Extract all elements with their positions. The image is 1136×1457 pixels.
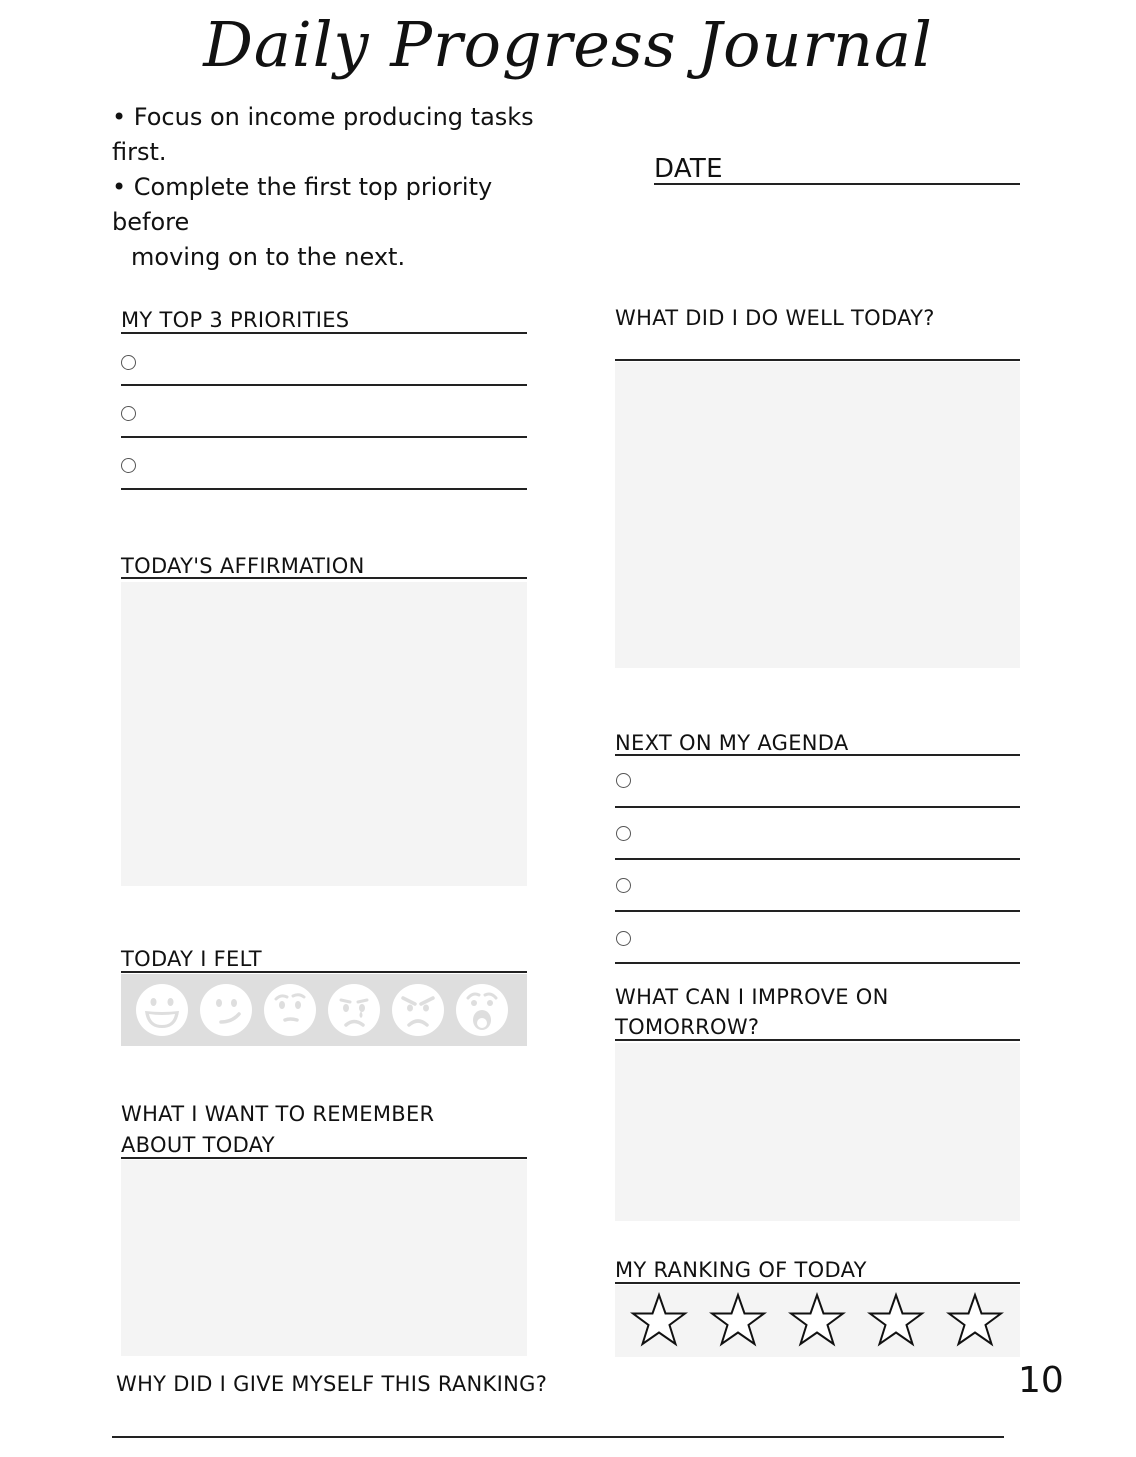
agenda-1-line[interactable]: [615, 806, 1020, 808]
star-4-icon[interactable]: [867, 1292, 925, 1350]
agenda-2-checkbox[interactable]: [616, 826, 631, 841]
date-label: DATE: [654, 154, 723, 184]
tip-priority-first: • Complete the first top priority before: [112, 173, 493, 236]
agenda-4-checkbox[interactable]: [616, 931, 631, 946]
unsure-face-icon[interactable]: [263, 983, 317, 1037]
date-field[interactable]: [654, 183, 1020, 185]
angry-face-icon[interactable]: [391, 983, 445, 1037]
remember-rule: [121, 1157, 527, 1159]
priorities-heading: MY TOP 3 PRIORITIES: [121, 308, 350, 332]
priority-2-checkbox[interactable]: [121, 406, 136, 421]
ranking-bar: [615, 1285, 1020, 1357]
felt-rule: [121, 971, 527, 973]
improve-heading-line2: TOMORROW?: [615, 1015, 760, 1039]
why-ranking-heading: WHY DID I GIVE MYSELF THIS RANKING?: [116, 1372, 548, 1396]
improve-heading-line1: WHAT CAN I IMPROVE ON: [615, 985, 889, 1009]
shocked-face-icon[interactable]: [455, 983, 509, 1037]
affirmation-heading: TODAY'S AFFIRMATION: [121, 554, 365, 578]
priority-1-line[interactable]: [121, 384, 527, 386]
agenda-4-line[interactable]: [615, 962, 1020, 964]
priority-1-checkbox[interactable]: [121, 355, 136, 370]
star-1-icon[interactable]: [630, 1292, 688, 1350]
star-3-icon[interactable]: [788, 1292, 846, 1350]
improve-rule: [615, 1039, 1020, 1041]
star-5-icon[interactable]: [946, 1292, 1004, 1350]
tip-income-first: • Focus on income producing tasks first.: [112, 103, 534, 166]
did-well-rule: [615, 359, 1020, 361]
priority-2-line[interactable]: [121, 436, 527, 438]
sad-face-icon[interactable]: [327, 983, 381, 1037]
journal-title: Daily Progress Journal: [203, 8, 933, 81]
did-well-box[interactable]: [615, 362, 1020, 668]
priorities-heading-rule: [121, 332, 527, 334]
agenda-3-line[interactable]: [615, 910, 1020, 912]
tip-moving-on: moving on to the next.: [131, 243, 406, 271]
page-number: 10: [1018, 1360, 1064, 1401]
did-well-heading: WHAT DID I DO WELL TODAY?: [615, 306, 935, 330]
remember-heading-line2: ABOUT TODAY: [121, 1133, 275, 1157]
ranking-heading: MY RANKING OF TODAY: [615, 1258, 867, 1282]
affirmation-box[interactable]: [121, 582, 527, 886]
agenda-heading: NEXT ON MY AGENDA: [615, 731, 849, 755]
very-happy-face-icon[interactable]: [135, 983, 189, 1037]
improve-box[interactable]: [615, 1043, 1020, 1221]
remember-box[interactable]: [121, 1160, 527, 1356]
ranking-rule: [615, 1282, 1020, 1284]
mood-bar: [121, 974, 527, 1046]
remember-heading-line1: WHAT I WANT TO REMEMBER: [121, 1102, 435, 1126]
content-face-icon[interactable]: [199, 983, 253, 1037]
agenda-3-checkbox[interactable]: [616, 878, 631, 893]
agenda-2-line[interactable]: [615, 858, 1020, 860]
star-2-icon[interactable]: [709, 1292, 767, 1350]
agenda-heading-rule: [615, 754, 1020, 756]
felt-heading: TODAY I FELT: [121, 947, 262, 971]
priority-3-line[interactable]: [121, 488, 527, 490]
why-ranking-line[interactable]: [112, 1436, 1004, 1438]
priority-3-checkbox[interactable]: [121, 458, 136, 473]
affirmation-rule: [121, 577, 527, 579]
agenda-1-checkbox[interactable]: [616, 773, 631, 788]
